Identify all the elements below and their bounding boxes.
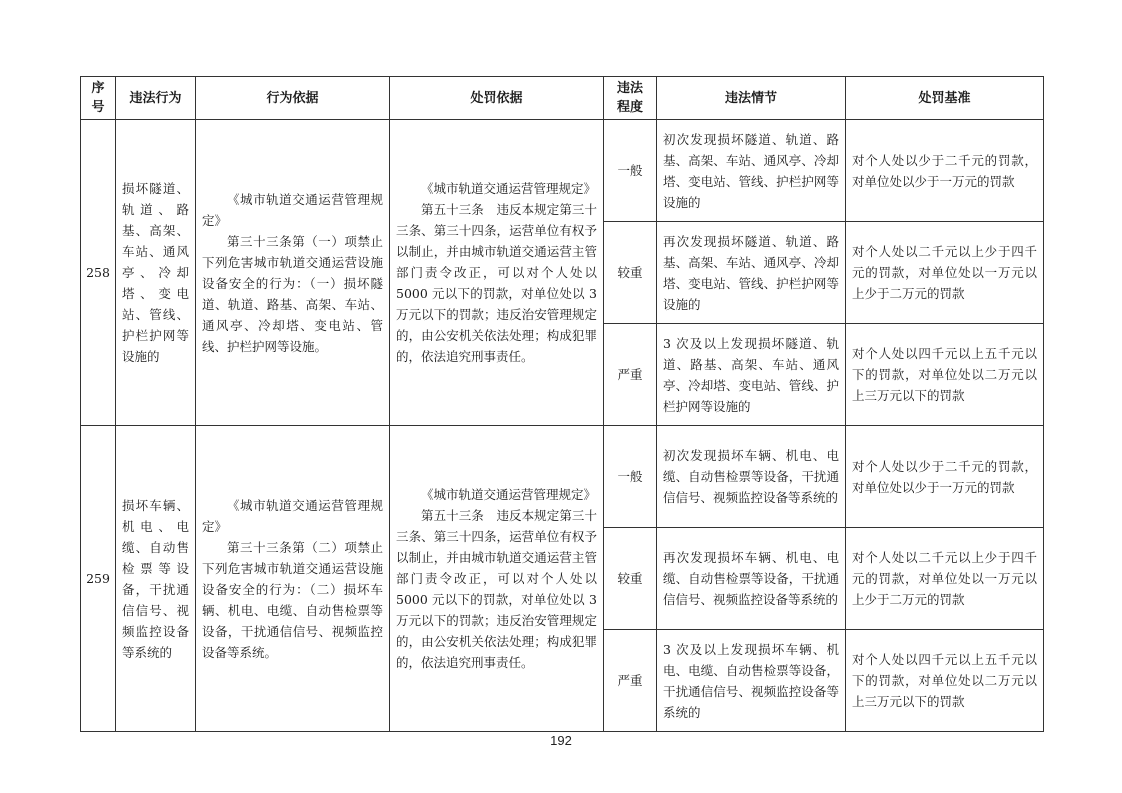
page-number: 192	[550, 733, 572, 748]
penalty-basis	[390, 426, 604, 732]
penalty-title: 《城市轨道交通运营管理规定》	[421, 181, 597, 196]
violation-act: 损坏车辆、机电、电缆、自动售检票等设备，干扰通信信号、视频监控设备等系统的	[116, 426, 196, 732]
standard-cell: 对个人处以少于二千元的罚款，对单位处以少于一万元的罚款	[846, 120, 1044, 222]
standard-cell: 对个人处以四千元以上五千元以下的罚款，对单位处以二万元以上三万元以下的罚款	[846, 324, 1044, 426]
table-row	[81, 426, 1044, 528]
circumstance-cell: 再次发现损坏车辆、机电、电缆、自动售检票等设备，干扰通信信号、视频监控设备等系统的	[657, 528, 846, 630]
penalty-body: 第五十三条 违反本规定第三十三条、第三十四条，运营单位有权予以制止，并由城市轨道交通运营主管部门责令改正，可以对个人处以 5000 元以下的罚款，对单位处以 3 万元以下的罚款；违反治安管理规定的，由公安机关依法处理；构成犯罪的，依法追究刑事责任。	[396, 508, 597, 670]
header-standard: 处罚基准	[846, 77, 1044, 120]
standard-cell: 对个人处以二千元以上少于四千元的罚款，对单位处以一万元以上少于二万元的罚款	[846, 222, 1044, 324]
circumstance-cell: 初次发现损坏隧道、轨道、路基、高架、车站、通风亭、冷却塔、变电站、管线、护栏护网等设施的	[657, 120, 846, 222]
basis-body: 第三十三条第（二）项禁止下列危害城市轨道交通运营设施设备安全的行为：（二）损坏车辆、机电、电缆、自动售检票等设备，干扰通信信号、视频监控设备等系统。	[202, 539, 383, 660]
header-basis: 行为依据	[196, 77, 390, 120]
table-row	[81, 120, 1044, 222]
circumstance-cell: 3 次及以上发现损坏车辆、机电、电缆、自动售检票等设备，干扰通信信号、视频监控设备等系统的	[657, 630, 846, 732]
header-num: 序号	[81, 77, 116, 120]
behavior-basis	[196, 426, 390, 732]
row-number: 258	[81, 120, 116, 426]
penalty-title: 《城市轨道交通运营管理规定》	[421, 487, 597, 502]
degree-cell: 一般	[604, 120, 657, 222]
degree-cell: 严重	[604, 324, 657, 426]
violation-act: 损坏隧道、轨道、路基、高架、车站、通风亭、冷却塔、变电站、管线、护栏护网等设施的	[116, 120, 196, 426]
degree-cell: 严重	[604, 630, 657, 732]
basis-title: 《城市轨道交通运营管理规定》	[202, 191, 383, 228]
penalty-standard-table	[80, 76, 1044, 732]
circumstance-cell: 初次发现损坏车辆、机电、电缆、自动售检票等设备，干扰通信信号、视频监控设备等系统的	[657, 426, 846, 528]
degree-cell: 较重	[604, 528, 657, 630]
standard-cell: 对个人处以二千元以上少于四千元的罚款，对单位处以一万元以上少于二万元的罚款	[846, 528, 1044, 630]
basis-title: 《城市轨道交通运营管理规定》	[202, 497, 383, 534]
basis-body: 第三十三条第（一）项禁止下列危害城市轨道交通运营设施设备安全的行为：（一）损坏隧道、轨道、路基、高架、车站、通风亭、冷却塔、变电站、管线、护栏护网等设施。	[202, 233, 383, 354]
header-act: 违法行为	[116, 77, 196, 120]
degree-cell: 一般	[604, 426, 657, 528]
circumstance-cell: 再次发现损坏隧道、轨道、路基、高架、车站、通风亭、冷却塔、变电站、管线、护栏护网等设施的	[657, 222, 846, 324]
header-penalty: 处罚依据	[390, 77, 604, 120]
penalty-basis	[390, 120, 604, 426]
header-degree: 违法程度	[604, 77, 657, 120]
table-header-row	[81, 77, 1044, 120]
header-circumstance: 违法情节	[657, 77, 846, 120]
standard-cell: 对个人处以四千元以上五千元以下的罚款，对单位处以二万元以上三万元以下的罚款	[846, 630, 1044, 732]
circumstance-cell: 3 次及以上发现损坏隧道、轨道、路基、高架、车站、通风亭、冷却塔、变电站、管线、护栏护网等设施的	[657, 324, 846, 426]
standard-cell: 对个人处以少于二千元的罚款，对单位处以少于一万元的罚款	[846, 426, 1044, 528]
penalty-body: 第五十三条 违反本规定第三十三条、第三十四条，运营单位有权予以制止，并由城市轨道交通运营主管部门责令改正，可以对个人处以 5000 元以下的罚款，对单位处以 3 万元以下的罚款；违反治安管理规定的，由公安机关依法处理；构成犯罪的，依法追究刑事责任。	[396, 202, 597, 364]
row-number: 259	[81, 426, 116, 732]
degree-cell: 较重	[604, 222, 657, 324]
behavior-basis	[196, 120, 390, 426]
